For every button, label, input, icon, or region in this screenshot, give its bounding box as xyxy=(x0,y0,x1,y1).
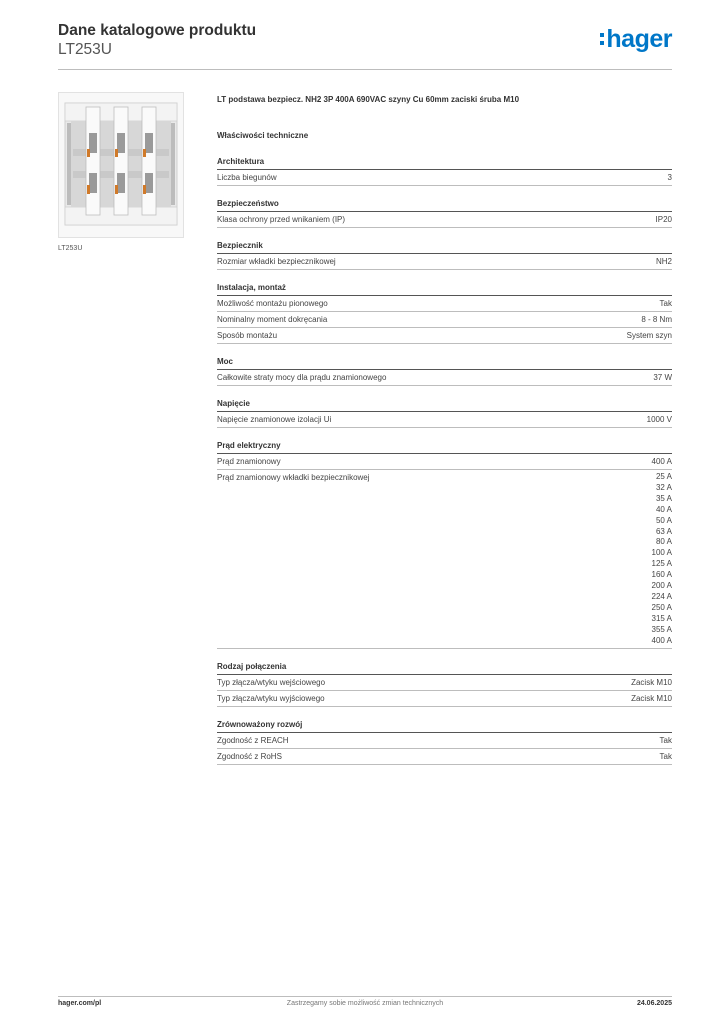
section-moc xyxy=(217,356,672,386)
section-title: Architektura xyxy=(217,156,672,170)
property-value: 355 A xyxy=(651,624,672,634)
property-row xyxy=(217,749,672,765)
property-row xyxy=(217,296,672,312)
property-value: Tak xyxy=(659,751,672,761)
section-instalacja-montaz xyxy=(217,282,672,344)
section-architektura xyxy=(217,156,672,186)
section-zrownowazony-rozwoj xyxy=(217,719,672,765)
product-details xyxy=(217,94,672,765)
property-value: 37 W xyxy=(653,373,672,382)
product-image-caption: LT253U xyxy=(58,245,83,252)
property-value: 200 A xyxy=(651,581,672,591)
property-row xyxy=(217,170,672,186)
footer-date: 24.06.2025 xyxy=(636,1000,672,1007)
hager-logo[interactable] xyxy=(600,26,672,52)
property-value: 25 A xyxy=(655,472,672,481)
section-title: Napięcie xyxy=(217,398,672,412)
footer-disclaimer: Zastrzegamy sobie możliwość zmian technicznych xyxy=(286,1000,444,1007)
logo-wordmark: hager xyxy=(606,25,672,53)
property-row xyxy=(217,254,672,270)
property-value: Tak xyxy=(659,299,672,308)
property-value: 250 A xyxy=(651,602,672,612)
property-value-list xyxy=(652,472,672,647)
section-bezpiecznik xyxy=(217,240,672,270)
page-footer xyxy=(58,996,672,1010)
property-label: Liczba biegunów xyxy=(217,173,277,182)
property-label: Prąd znamionowy wkładki bezpiecznikowej xyxy=(217,473,370,482)
property-value: 63 A xyxy=(655,526,672,536)
property-value: Zacisk M10 xyxy=(631,693,672,703)
property-value: 8 - 8 Nm xyxy=(641,315,672,324)
property-label: Sposób montażu xyxy=(217,331,278,340)
property-label: Możliwość montażu pionowego xyxy=(217,299,328,308)
property-value: 50 A xyxy=(655,515,672,525)
property-row xyxy=(217,312,672,328)
section-napiecie xyxy=(217,398,672,428)
property-label: Zgodność z REACH xyxy=(217,735,289,745)
property-value: Zacisk M10 xyxy=(631,677,672,687)
section-title: Instalacja, montaż xyxy=(217,282,672,296)
property-value: 40 A xyxy=(655,504,672,514)
property-row xyxy=(217,212,672,228)
property-value: 1000 V xyxy=(646,415,672,424)
property-value: 80 A xyxy=(655,537,672,547)
property-label: Napięcie znamionowe izolacji Ui xyxy=(217,415,332,424)
property-label: Typ złącza/wtyku wejściowego xyxy=(217,677,326,687)
property-value: 3 xyxy=(667,173,672,182)
property-value: Tak xyxy=(659,735,672,745)
property-value: 224 A xyxy=(651,591,672,601)
section-title: Rodzaj połączenia xyxy=(217,661,672,675)
section-title: Bezpiecznik xyxy=(217,240,672,254)
property-row xyxy=(217,370,672,386)
section-title: Zrównoważony rozwój xyxy=(217,719,672,733)
property-row xyxy=(217,328,672,344)
fuse-base-illustration xyxy=(59,93,183,237)
section-title: Prąd elektryczny xyxy=(217,440,672,454)
section-title: Bezpieczeństwo xyxy=(217,198,672,212)
property-label: Typ złącza/wtyku wyjściowego xyxy=(217,693,325,703)
property-row xyxy=(217,733,672,749)
product-image xyxy=(58,92,184,238)
property-value: 32 A xyxy=(655,482,672,492)
property-row xyxy=(217,470,672,649)
property-label: Prąd znamionowy xyxy=(217,457,281,466)
property-value: IP20 xyxy=(655,215,672,224)
property-label: Rozmiar wkładki bezpiecznikowej xyxy=(217,257,336,266)
property-value: 35 A xyxy=(655,493,672,503)
page-header xyxy=(58,22,672,70)
technical-properties-title: Właściwości techniczne xyxy=(217,131,309,140)
property-row xyxy=(217,691,672,707)
product-description: LT podstawa bezpiecz. NH2 3P 400A 690VAC szyny Cu 60mm zaciski śruba M10 xyxy=(217,95,520,104)
property-row xyxy=(217,675,672,691)
property-value: 100 A xyxy=(651,548,672,558)
property-value: 315 A xyxy=(651,613,672,623)
page-title: Dane katalogowe produktu xyxy=(58,22,257,39)
property-value: 160 A xyxy=(651,570,672,580)
property-label: Całkowite straty mocy dla prądu znamionowego xyxy=(217,373,387,382)
property-value: 400 A xyxy=(651,457,672,466)
section-title: Moc xyxy=(217,356,672,370)
section-rodzaj-polaczenia xyxy=(217,661,672,707)
property-value: NH2 xyxy=(655,257,672,266)
product-code: LT253U xyxy=(58,41,112,58)
property-value: 125 A xyxy=(651,559,672,569)
property-row xyxy=(217,412,672,428)
section-bezpieczenstwo xyxy=(217,198,672,228)
property-value: 400 A xyxy=(651,635,672,645)
logo-dots-icon xyxy=(600,33,604,45)
property-label: Nominalny moment dokręcania xyxy=(217,315,328,324)
footer-website-link[interactable]: hager.com/pl xyxy=(58,1000,102,1007)
property-row xyxy=(217,454,672,470)
property-value: System szyn xyxy=(626,331,672,340)
property-label: Zgodność z RoHS xyxy=(217,751,282,761)
section-prad-elektryczny xyxy=(217,440,672,649)
property-label: Klasa ochrony przed wnikaniem (IP) xyxy=(217,215,346,224)
